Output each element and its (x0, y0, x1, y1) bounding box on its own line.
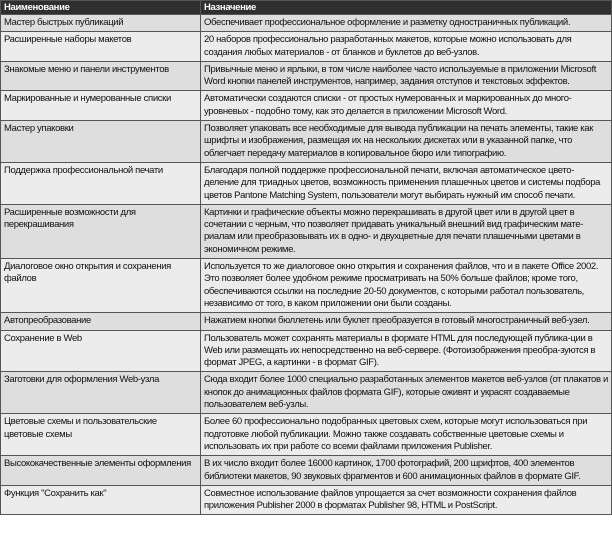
feature-name-cell: Знакомые меню и панели инструментов (1, 61, 201, 91)
feature-purpose-cell: В их число входит более 16000 картинок, 1700 фотографий, 200 шрифтов, 400 элементов библиотеки макетов, 90 звуковых фрагментов и 600 анимационных файлов в формате GIF. (201, 456, 612, 486)
feature-purpose-cell: Пользователь может сохранять материалы в формате HTML для последующей публика-ции в Web или размещать их непосредственно на веб-сервере. (Фотоизображения преобра-зуются в формат JPEG, а картинки - в формат GIF). (201, 330, 612, 372)
feature-name-cell: Мастер быстрых публикаций (1, 15, 201, 32)
feature-name-cell: Поддержка профессиональной печати (1, 162, 201, 204)
table-header-row (1, 1, 612, 15)
feature-purpose-cell: Более 60 профессионально подобранных цветовых схем, которые могут использоваться при подготовке любой публикации. Можно также создавать собственные цветовые схемы и использовать их при работе со всеми файлами приложения Publisher. (201, 414, 612, 456)
table-row (1, 372, 612, 414)
feature-name-cell: Сохранение в Web (1, 330, 201, 372)
table-row (1, 313, 612, 330)
table-row (1, 32, 612, 62)
feature-purpose-cell: Позволяет упаковать все необходимые для вывода публикации на печать элементы, такие как шрифты и изображения, размещая их на нескольких дискетах или в указанной папке, что облегчает передачу материалов в копировальное бюро или типографию. (201, 121, 612, 163)
feature-name-cell: Расширенные возможности для перекрашивания (1, 204, 201, 258)
table-row (1, 414, 612, 456)
header-purpose: Назначение (201, 1, 612, 15)
feature-name-cell: Расширенные наборы макетов (1, 32, 201, 62)
feature-name-cell: Мастер упаковки (1, 121, 201, 163)
header-name: Наименование (1, 1, 201, 15)
feature-purpose-cell: Картинки и графические объекты можно перекрашивать в другой цвет или в другой цвет в сочетании с черным, что позволяет придавать уникальный внешний вид графическим мате-риалам или преобразовывать их в одно- и двухцветные для печати плашечными цветами в экономичном режиме. (201, 204, 612, 258)
table-row (1, 456, 612, 486)
table-row (1, 91, 612, 121)
feature-purpose-cell: Нажатием кнопки бюллетень или буклет преобразуется в готовый многостраничный веб-узел. (201, 313, 612, 330)
feature-name-cell: Маркированные и нумерованные списки (1, 91, 201, 121)
feature-purpose-cell: Используется то же диалоговое окно открытия и сохранения файлов, что и в пакете Office 2002. Это позволяет более удобном режиме просматривать на 50% больше файлов; кроме того, обеспечиваются ссылки на последние 20-50 документов, с которыми работал пользователь, независимо от того, в каком приложении они были созданы. (201, 259, 612, 313)
feature-purpose-cell: 20 наборов профессионально разработанных макетов, которые можно использовать для создания любых материалов - от бланков и буклетов до веб-узлов. (201, 32, 612, 62)
feature-name-cell: Заготовки для оформления Web-узла (1, 372, 201, 414)
feature-name-cell: Автопреобразование (1, 313, 201, 330)
table-row (1, 61, 612, 91)
table-row (1, 330, 612, 372)
feature-name-cell: Функция "Сохранить как" (1, 485, 201, 515)
table-row (1, 15, 612, 32)
feature-name-cell: Высококачественные элементы оформления (1, 456, 201, 486)
feature-purpose-cell: Благодаря полной поддержке профессиональной печати, включая автоматическое цвето-деление для триадных цветов, возможность применения плашечных цветов и системы подбора цветов Pantone Matching System, пользователи могут выбирать нужный им способ печати. (201, 162, 612, 204)
table-row (1, 204, 612, 258)
feature-purpose-cell: Автоматически создаются списки - от простых нумерованных и маркированных до много-уровневых - подобно тому, как это делается в приложении Microsoft Word. (201, 91, 612, 121)
table-row (1, 121, 612, 163)
feature-name-cell: Цветовые схемы и пользовательские цветовые схемы (1, 414, 201, 456)
feature-purpose-cell: Привычные меню и ярлыки, в том числе наиболее часто используемые в приложении Microsoft Word кнопки панелей инструментов, например, задания отступов и текстовых эффектов. (201, 61, 612, 91)
feature-purpose-cell: Сюда входит более 1000 специально разработанных элементов макетов веб-узлов (от плакатов и кнопок до анимационных файлов формата GIF), которые оживят и украсят создаваемые пользователем веб-узлы. (201, 372, 612, 414)
feature-name-cell: Диалоговое окно открытия и сохранения файлов (1, 259, 201, 313)
table-row (1, 485, 612, 515)
table-row (1, 259, 612, 313)
table-row (1, 162, 612, 204)
feature-purpose-cell: Обеспечивает профессиональное оформление и разметку одностраничных публикаций. (201, 15, 612, 32)
feature-purpose-cell: Совместное использование файлов упрощается за счет возможности сохранения файлов приложения Publisher 2000 в форматах Publisher 98, HTML и PostScript. (201, 485, 612, 515)
